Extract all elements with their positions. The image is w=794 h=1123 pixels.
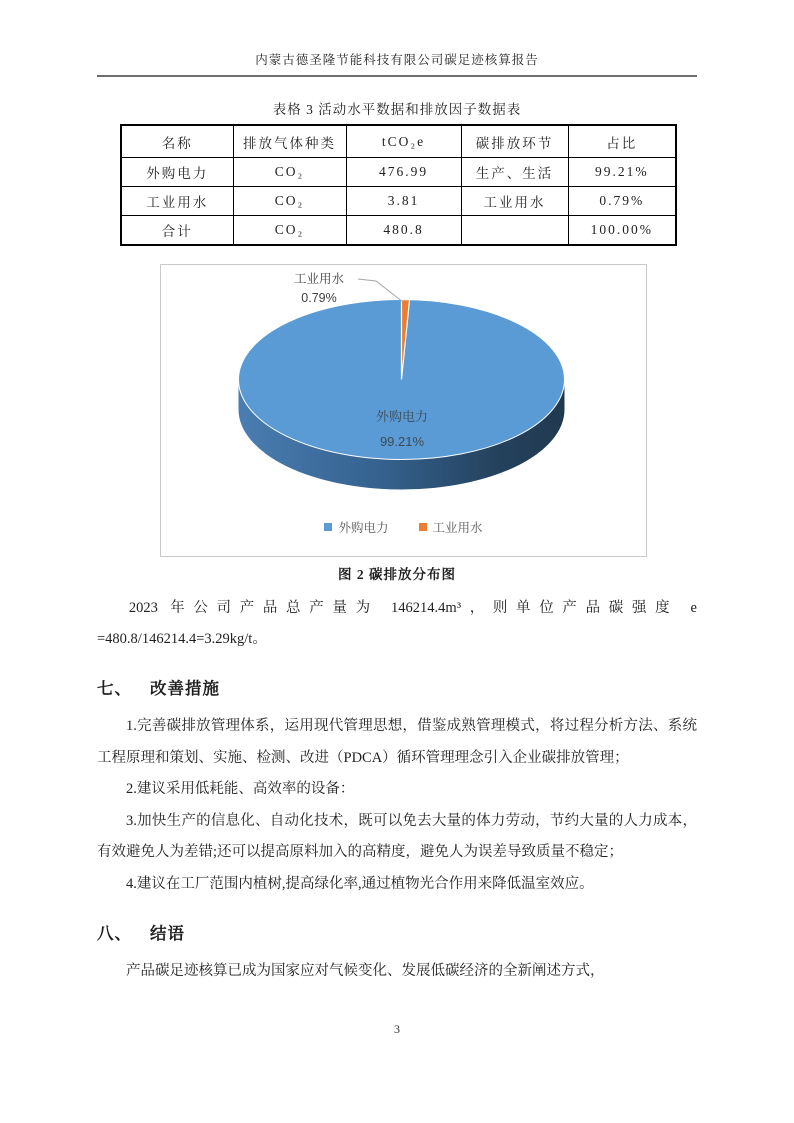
- figure-caption: 图 2 碳排放分布图: [338, 567, 456, 582]
- legend-label: 外购电力: [338, 521, 389, 535]
- slice-inner-label: [342, 404, 462, 454]
- table-cell: 工业用水: [121, 187, 233, 216]
- table-row: [121, 158, 676, 187]
- table-cell: 480.8: [346, 216, 461, 246]
- table-cell: CO₂: [233, 216, 346, 246]
- conclusion-paragraph: 产品碳足迹核算已成为国家应对气候变化、发展低碳经济的全新阐述方式，: [126, 963, 605, 979]
- table-cell: 99.21%: [568, 158, 676, 187]
- emission-data-table: [120, 124, 677, 246]
- improvement-item-4: 4.建议在工厂范围内植树,提高绿化率,通过植物光合作用来降低温室效应。: [126, 875, 594, 892]
- document-header: [97, 0, 697, 77]
- section-number: 八、: [97, 924, 132, 943]
- inner-label-name: 外购电力: [375, 409, 428, 424]
- section-title: 结语: [150, 924, 185, 943]
- improvement-item-1: 1.完善碳排放管理体系，运用现代管理思想，借鉴成熟管理模式，将过程分析方法、系统工程原理和策划、实施、检测、改进（PDCA）循环管理理念引入企业碳排放管理；: [97, 718, 697, 766]
- callout-label-value: 0.79%: [301, 291, 337, 305]
- table-title: 表格 3 活动水平数据和排放因子数据表: [272, 102, 522, 117]
- slice-callout-label: [277, 270, 361, 308]
- table-header-cell: tCO₂e: [346, 125, 461, 158]
- improvement-item-3: 3.加快生产的信息化、自动化技术，既可以免去大量的体力劳动，节约大量的人力成本，有效避免人为差错;还可以提高原料加入的高精度，避免人为误差导致质量不稳定；: [97, 812, 697, 860]
- section-number: 七、: [97, 679, 132, 698]
- table-cell: 外购电力: [121, 158, 233, 187]
- header-title: 内蒙古德圣隆节能科技有限公司碳足迹核算报告: [255, 53, 539, 67]
- table-cell: CO₂: [233, 158, 346, 187]
- table-cell: [461, 216, 568, 246]
- legend-swatch-icon: [419, 523, 427, 531]
- section-heading-improvement: [97, 675, 697, 699]
- pie-chart: [160, 264, 647, 557]
- legend-item-electricity: [324, 518, 388, 536]
- table-row: [121, 216, 676, 246]
- table-header-row: [121, 125, 676, 158]
- legend-item-water: [419, 518, 483, 536]
- table-cell: 生产、生活: [461, 158, 568, 187]
- table-header-cell: 排放气体种类: [233, 125, 346, 158]
- intro-paragraph-line1: 2023 年公司产品总产量为 146214.4m³，则单位产品碳强度 e: [128, 600, 697, 616]
- intro-paragraph-line2: =480.8/146214.4=3.29kg/t。: [97, 631, 267, 647]
- table-header-cell: 碳排放环节: [461, 125, 568, 158]
- section-heading-conclusion: [97, 920, 697, 944]
- inner-label-value: 99.21%: [379, 434, 425, 449]
- table-header-cell: 占比: [568, 125, 676, 158]
- improvement-item-2: 2.建议采用低耗能、高效率的设备：: [126, 781, 355, 797]
- section-title: 改善措施: [150, 679, 220, 698]
- legend-swatch-icon: [324, 523, 332, 531]
- table-body: [121, 158, 676, 246]
- chart-legend: [161, 518, 646, 536]
- table-header-cell: 名称: [121, 125, 233, 158]
- table-row: [121, 187, 676, 216]
- callout-label-name: 工业用水: [293, 272, 344, 286]
- table-cell: 工业用水: [461, 187, 568, 216]
- table-cell: 100.00%: [568, 216, 676, 246]
- table-cell: CO₂: [233, 187, 346, 216]
- table-cell: 0.79%: [568, 187, 676, 216]
- page-number: 3: [394, 1022, 400, 1036]
- table-cell: 476.99: [346, 158, 461, 187]
- table-cell: 3.81: [346, 187, 461, 216]
- table-cell: 合计: [121, 216, 233, 246]
- legend-label: 工业用水: [432, 521, 483, 535]
